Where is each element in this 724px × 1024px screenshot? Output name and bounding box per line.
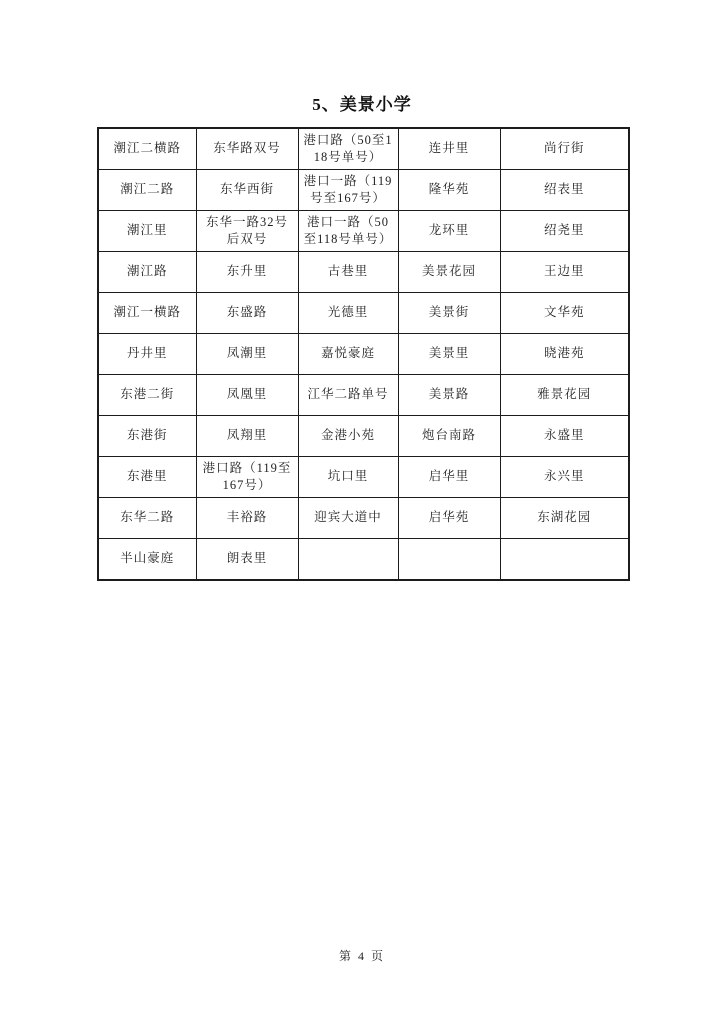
page-title: 5、美景小学 [312,95,412,114]
table-cell: 丹井里 [98,334,196,375]
page-number: 第 4 页 [338,949,385,963]
table-cell: 凤凰里 [196,375,298,416]
table-cell: 美景街 [398,293,500,334]
street-list-table [97,127,630,581]
table-cell: 古巷里 [298,252,398,293]
table-row [98,457,629,498]
table-cell: 王边里 [500,252,629,293]
table-cell: 潮江二横路 [98,128,196,170]
table-cell: 永盛里 [500,416,629,457]
table-cell: 龙环里 [398,211,500,252]
table-cell: 东华二路 [98,498,196,539]
table-cell: 晓港苑 [500,334,629,375]
table-cell: 半山豪庭 [98,539,196,581]
table-cell: 永兴里 [500,457,629,498]
table-cell: 潮江里 [98,211,196,252]
table-cell: 丰裕路 [196,498,298,539]
table-cell: 炮台南路 [398,416,500,457]
table-cell: 迎宾大道中 [298,498,398,539]
table-cell: 港口一路（119号至167号） [298,170,398,211]
table-cell: 港口路（50至118号单号） [298,128,398,170]
table-cell: 绍表里 [500,170,629,211]
table-cell: 嘉悦豪庭 [298,334,398,375]
table-cell: 绍尧里 [500,211,629,252]
table-cell: 东湖花园 [500,498,629,539]
table-cell: 东华西街 [196,170,298,211]
table-cell: 文华苑 [500,293,629,334]
table-cell [298,539,398,581]
table-cell: 潮江一横路 [98,293,196,334]
table-row [98,293,629,334]
table-cell: 东盛路 [196,293,298,334]
table-cell: 东港街 [98,416,196,457]
table-row [98,128,629,170]
table-cell: 雅景花园 [500,375,629,416]
table-cell: 坑口里 [298,457,398,498]
table-cell: 港口一路（50至118号单号） [298,211,398,252]
table-cell: 启华里 [398,457,500,498]
table-row [98,539,629,581]
table-cell: 东港二街 [98,375,196,416]
table-row [98,416,629,457]
table-cell: 港口路（119至167号） [196,457,298,498]
table-cell: 东升里 [196,252,298,293]
table-cell: 尚行街 [500,128,629,170]
table-cell: 美景路 [398,375,500,416]
table-cell: 凤潮里 [196,334,298,375]
table-cell [500,539,629,581]
table-cell: 金港小苑 [298,416,398,457]
table-body [98,128,629,580]
table-row [98,211,629,252]
table-cell: 隆华苑 [398,170,500,211]
table-cell: 美景花园 [398,252,500,293]
table-cell: 东华一路32号后双号 [196,211,298,252]
table-row [98,375,629,416]
table-cell: 东华路双号 [196,128,298,170]
table-cell: 东港里 [98,457,196,498]
table-row [98,498,629,539]
table-cell: 潮江二路 [98,170,196,211]
table-cell: 凤翔里 [196,416,298,457]
table-cell [398,539,500,581]
table-row [98,334,629,375]
table-cell: 光德里 [298,293,398,334]
table-row [98,252,629,293]
table-cell: 潮江路 [98,252,196,293]
table-cell: 美景里 [398,334,500,375]
table-cell: 朗表里 [196,539,298,581]
table-cell: 连井里 [398,128,500,170]
table-cell: 启华苑 [398,498,500,539]
table-cell: 江华二路单号 [298,375,398,416]
table-row [98,170,629,211]
